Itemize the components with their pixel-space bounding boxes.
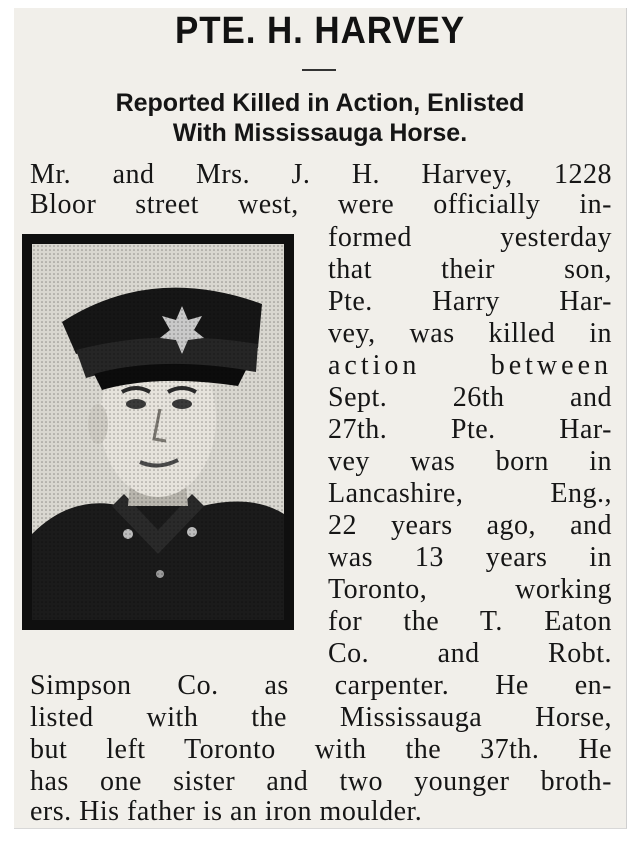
- body-line: Lancashire, Eng.,: [328, 478, 612, 509]
- body-line: Bloor street west, were officially in-: [30, 189, 612, 220]
- body-line: Mr. and Mrs. J. H. Harvey, 1228: [30, 159, 612, 190]
- newspaper-clipping: [14, 8, 627, 829]
- soldier-portrait: [32, 244, 284, 620]
- body-line: action between: [328, 350, 612, 381]
- body-line: was 13 years in: [328, 542, 612, 573]
- body-line: Sept. 26th and: [328, 382, 612, 413]
- body-line: that their son,: [328, 254, 612, 285]
- body-line: formed yesterday: [328, 222, 612, 253]
- body-line: vey, was killed in: [328, 318, 612, 349]
- body-line: Simpson Co. as carpenter. He en-: [30, 670, 612, 701]
- body-line: Toronto, working: [328, 574, 612, 605]
- body-line: has one sister and two younger broth-: [30, 766, 612, 797]
- subhead-line-2: With Mississauga Horse.: [172, 119, 468, 147]
- subhead-line-1: Reported Killed in Action, Enlisted: [115, 89, 525, 117]
- body-line: but left Toronto with the 37th. He: [30, 734, 612, 765]
- body-line: 22 years ago, and: [328, 510, 612, 541]
- body-line: vey was born in: [328, 446, 612, 477]
- body-line: for the T. Eaton: [328, 606, 612, 637]
- body-line: 27th. Pte. Har-: [328, 414, 612, 445]
- body-line: Pte. Harry Har-: [328, 286, 612, 317]
- headline-divider: [302, 69, 336, 71]
- photo-frame: [22, 234, 294, 630]
- subheadline: [14, 88, 626, 148]
- headline: PTE. H. HARVEY: [174, 10, 466, 52]
- body-line: Co. and Robt.: [328, 638, 612, 669]
- soldier-portrait-image: [32, 244, 284, 620]
- body-line: ers. His father is an iron moulder.: [30, 796, 423, 827]
- body-line: listed with the Mississauga Horse,: [30, 702, 612, 733]
